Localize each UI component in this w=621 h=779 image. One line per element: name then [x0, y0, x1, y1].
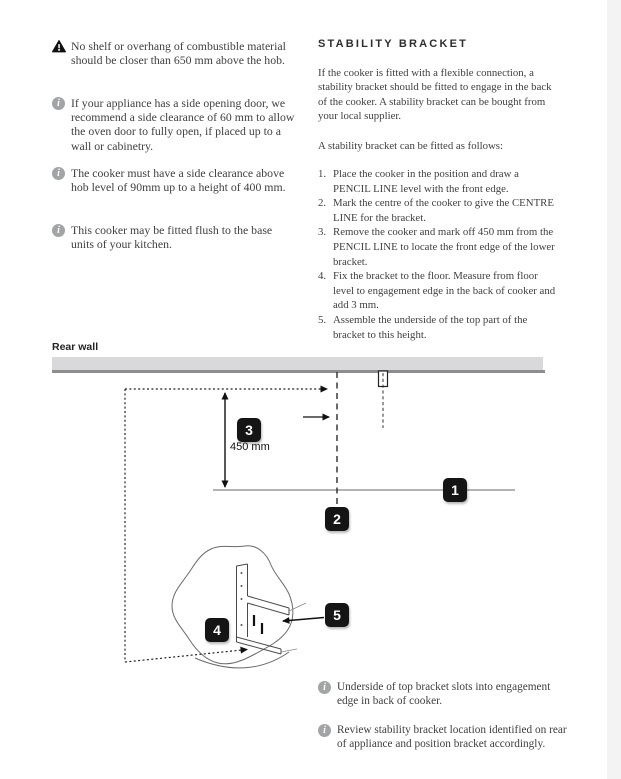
callout-badge-bracket-location: 4	[205, 618, 229, 642]
info-icon: i	[318, 724, 332, 737]
note-side-clearance	[52, 166, 295, 194]
rear-wall-label: Rear wall	[52, 341, 99, 353]
rear-wall-edge	[52, 370, 545, 373]
callout-badge-pencil-line: 1	[443, 478, 467, 502]
step-number: 3.	[318, 226, 327, 239]
list-item	[318, 196, 556, 225]
note-text: This cooker may be fitted flush to the base units of your kitchen.	[71, 223, 273, 252]
step-number: 5.	[318, 313, 327, 326]
info-icon: i	[52, 167, 66, 180]
info-icon: i	[52, 224, 66, 237]
step-text: Fix the bracket to the floor. Measure from floor level to engagement edge in the back of cooker and add 3 mm.	[333, 270, 556, 312]
list-item	[318, 167, 556, 196]
rear-wall-bar	[52, 357, 543, 370]
list-item	[318, 269, 556, 313]
section-intro: If the cooker is fitted with a flexible connection, a stability bracket should be fitted to engage in the back of the cooker. A stability bracket can be bought from your local supplier.	[318, 67, 552, 123]
step-text: Remove the cooker and mark off 450 mm from the PENCIL LINE to locate the front edge of the lower bracket.	[333, 226, 555, 268]
note-flush-fit	[52, 223, 295, 251]
warning-icon	[52, 40, 66, 58]
stability-bracket-diagram	[0, 340, 621, 680]
step-text: Place the cooker in the position and draw a PENCIL LINE level with the front edge.	[333, 168, 519, 195]
step-number: 4.	[318, 270, 327, 283]
step-text: Mark the centre of the cooker to give the CENTRE LINE for the bracket.	[333, 197, 554, 224]
bracket-drawing	[237, 564, 307, 654]
info-icon: i	[318, 681, 332, 694]
fitting-steps-list	[318, 167, 556, 342]
list-item	[318, 225, 556, 269]
note-underside-slots	[318, 680, 567, 709]
callout-badge-dimension: 3	[237, 418, 261, 442]
note-text: Underside of top bracket slots into engagement edge in back of cooker.	[337, 681, 551, 708]
callout-badge-bracket-engagement: 5	[325, 603, 349, 627]
note-side-opening-door	[52, 96, 295, 153]
cooker-outline-pointer	[125, 650, 247, 663]
step-text: Assemble the underside of the top part of the bracket to this height.	[333, 313, 528, 341]
callout-badge-centre-line: 2	[325, 507, 349, 531]
note-text: Review stability bracket location identified on rear of appliance and position bracket accordingly.	[337, 724, 567, 751]
note-review-location	[318, 723, 567, 752]
note-overhang	[52, 39, 295, 67]
info-icon: i	[52, 97, 66, 110]
section-lead-in: A stability bracket can be fitted as follows:	[318, 140, 503, 152]
section-heading: STABILITY BRACKET	[318, 38, 469, 50]
detail-blob-outline	[172, 546, 293, 664]
dimension-label: 450 mm	[230, 441, 270, 453]
note-text: If your appliance has a side opening door, we recommend a side clearance of 60 mm to allow the oven door to fully open, if placed up to a wall or cabinetry.	[71, 96, 295, 153]
step-number: 1.	[318, 168, 327, 180]
engagement-pointer-arrow	[283, 618, 324, 622]
step-number: 2.	[318, 197, 327, 210]
note-text: No shelf or overhang of combustible material should be closer than 650 mm above the hob.	[71, 39, 286, 68]
note-text: The cooker must have a side clearance above hob level of 90mm up to a height of 400 mm.	[71, 166, 286, 195]
list-item	[318, 313, 556, 342]
